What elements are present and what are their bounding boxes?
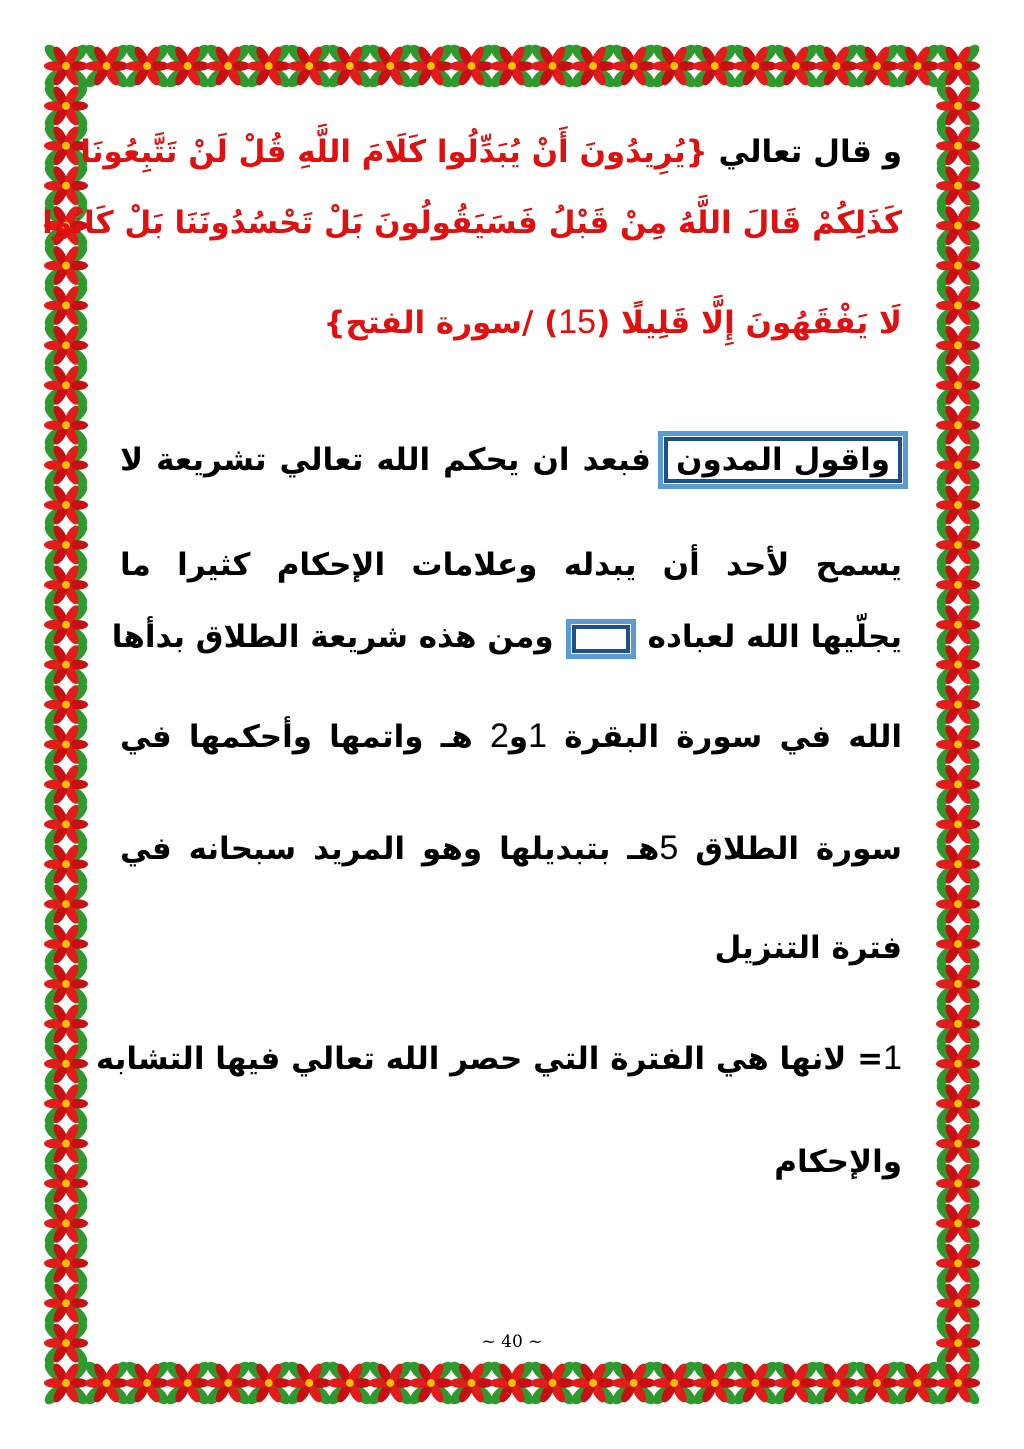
poinsettia-icon <box>447 1358 496 1407</box>
poinsettia-icon <box>41 1119 90 1168</box>
poinsettia-icon <box>41 600 90 649</box>
poinsettia-icon <box>41 361 90 410</box>
quran-verse-line-3 <box>120 302 902 343</box>
poinsettia-icon <box>933 1199 982 1248</box>
number-2: 2 <box>489 717 509 755</box>
poinsettia-icon <box>933 480 982 529</box>
poinsettia-icon <box>609 1358 658 1407</box>
poinsettia-icon <box>41 880 90 929</box>
number-1: 1 <box>528 717 548 755</box>
poinsettia-icon <box>933 600 982 649</box>
poinsettia-icon <box>812 1358 861 1407</box>
poinsettia-icon <box>41 720 90 769</box>
poinsettia-icon <box>933 800 982 849</box>
poinsettia-icon <box>41 1079 90 1128</box>
poinsettia-icon <box>41 680 90 729</box>
poinsettia-icon <box>41 760 90 809</box>
poinsettia-icon <box>487 1358 536 1407</box>
poinsettia-icon <box>41 1239 90 1288</box>
poinsettia-icon <box>285 41 334 90</box>
poinsettia-icon <box>41 1039 90 1088</box>
poinsettia-icon <box>933 1239 982 1288</box>
poinsettia-icon <box>82 1358 131 1407</box>
poinsettia-icon <box>933 1159 982 1208</box>
body-line-1 <box>120 437 902 483</box>
poinsettia-icon <box>41 520 90 569</box>
body-line-2: يسمح لأحد أن يبدله وعلامات الإحكام كثيرا ما <box>120 547 902 583</box>
poinsettia-icon <box>244 41 293 90</box>
author-boxed-label: واقول المدون <box>664 437 902 483</box>
poinsettia-icon <box>933 441 982 490</box>
poinsettia-icon <box>933 760 982 809</box>
poinsettia-icon <box>406 1358 455 1407</box>
poinsettia-icon <box>731 41 780 90</box>
poinsettia-icon <box>41 480 90 529</box>
poinsettia-icon <box>366 1358 415 1407</box>
number-5: 5 <box>659 829 679 867</box>
poinsettia-icon <box>285 1358 334 1407</box>
poinsettia-icon <box>204 41 253 90</box>
poinsettia-icon <box>41 959 90 1008</box>
poinsettia-icon <box>528 1358 577 1407</box>
body-line-4 <box>120 716 902 757</box>
poinsettia-icon <box>41 81 90 130</box>
poinsettia-icon <box>163 1358 212 1407</box>
poinsettia-icon <box>123 1358 172 1407</box>
body-line-5 <box>120 828 902 869</box>
poinsettia-icon <box>41 1159 90 1208</box>
poinsettia-icon <box>933 361 982 410</box>
poinsettia-icon <box>244 1358 293 1407</box>
poinsettia-icon <box>41 241 90 290</box>
body-text: = لانها هي الفترة التي حصر الله تعالي فيها التشابه <box>95 1041 884 1077</box>
poinsettia-icon <box>41 401 90 450</box>
poinsettia-icon <box>41 999 90 1048</box>
poinsettia-icon <box>933 161 982 210</box>
poinsettia-icon <box>204 1358 253 1407</box>
poinsettia-icon <box>325 1358 374 1407</box>
body-line-8: والإحكام <box>774 1144 902 1180</box>
poinsettia-icon <box>933 401 982 450</box>
poinsettia-icon <box>852 41 901 90</box>
poinsettia-icon <box>41 919 90 968</box>
body-text: هـ بتبديلها وهو المريد سبحانه في <box>120 831 660 867</box>
poinsettia-icon <box>41 281 90 330</box>
poinsettia-icon <box>933 241 982 290</box>
poinsettia-icon <box>933 680 982 729</box>
quran-verse-line-1 <box>80 132 902 172</box>
poinsettia-icon <box>41 560 90 609</box>
poinsettia-icon <box>933 959 982 1008</box>
poinsettia-icon <box>447 41 496 90</box>
poinsettia-icon <box>569 1358 618 1407</box>
poinsettia-icon <box>893 41 942 90</box>
poinsettia-icon <box>933 1358 982 1407</box>
poinsettia-icon <box>933 1079 982 1128</box>
body-text: هـ واتمها وأحكمها في <box>120 719 490 755</box>
poinsettia-icon <box>41 1279 90 1328</box>
poinsettia-icon <box>852 1358 901 1407</box>
poinsettia-icon <box>933 1039 982 1088</box>
poinsettia-icon <box>933 41 982 90</box>
poinsettia-icon <box>771 1358 820 1407</box>
poinsettia-icon <box>933 281 982 330</box>
poinsettia-icon <box>933 880 982 929</box>
poinsettia-icon <box>933 321 982 370</box>
poinsettia-icon <box>933 720 982 769</box>
body-text: الله في سورة البقرة <box>547 719 902 755</box>
poinsettia-icon <box>366 41 415 90</box>
page-number: ~ 40 ~ <box>481 1332 543 1352</box>
poinsettia-icon <box>933 1119 982 1168</box>
poinsettia-icon <box>731 1358 780 1407</box>
poinsettia-icon <box>41 640 90 689</box>
poinsettia-icon <box>933 201 982 250</box>
verse-text-end: لَا يَفْقَهُونَ إِلَّا قَلِيلًا ( <box>596 305 902 341</box>
poinsettia-icon <box>690 1358 739 1407</box>
poinsettia-icon <box>41 800 90 849</box>
poinsettia-icon <box>41 1358 90 1407</box>
body-text: يجلّيها الله لعباده <box>647 619 902 655</box>
poinsettia-icon <box>933 919 982 968</box>
poinsettia-icon <box>41 1199 90 1248</box>
poinsettia-icon <box>933 121 982 170</box>
poinsettia-icon <box>812 41 861 90</box>
poinsettia-icon <box>650 41 699 90</box>
body-line-7 <box>95 1038 902 1079</box>
poinsettia-icon <box>650 1358 699 1407</box>
poinsettia-icon <box>123 41 172 90</box>
verse-number: 15 <box>558 303 597 341</box>
poinsettia-icon <box>933 640 982 689</box>
poinsettia-icon <box>528 41 577 90</box>
poinsettia-icon <box>933 840 982 889</box>
poinsettia-icon <box>41 321 90 370</box>
poinsettia-icon <box>41 441 90 490</box>
body-text: فبعد ان يحكم الله تعالي تشريعة لا <box>120 442 664 478</box>
poinsettia-icon <box>933 81 982 130</box>
empty-box-marker <box>572 625 630 653</box>
body-text: ومن هذه شريعة الطلاق بدأها <box>111 619 554 655</box>
conjunction: و <box>508 719 529 755</box>
list-number: 1 <box>883 1039 902 1077</box>
poinsettia-icon <box>609 41 658 90</box>
poinsettia-icon <box>933 999 982 1048</box>
verse-text: {يُرِيدُونَ أَنْ يُبَدِّلُوا كَلَامَ اللَّهِ قُلْ لَنْ تَتَّبِعُونَا <box>80 134 708 170</box>
poinsettia-icon <box>82 41 131 90</box>
poinsettia-icon <box>690 41 739 90</box>
poinsettia-icon <box>41 41 90 90</box>
verse-intro: و قال تعالي <box>707 134 902 170</box>
poinsettia-icon <box>163 41 212 90</box>
surah-reference: ) /سورة الفتح} <box>323 305 559 341</box>
body-text: سورة الطلاق <box>678 831 902 867</box>
body-line-3 <box>111 617 902 657</box>
poinsettia-icon <box>325 41 374 90</box>
quran-verse-line-2: كَذَلِكُمْ قَالَ اللَّهُ مِنْ قَبْلُ فَسَيَقُولُونَ بَلْ تَحْسُدُونَنَا بَلْ كَانُوا <box>42 205 902 241</box>
poinsettia-icon <box>41 840 90 889</box>
poinsettia-icon <box>933 1279 982 1328</box>
poinsettia-icon <box>933 560 982 609</box>
poinsettia-icon <box>487 41 536 90</box>
poinsettia-icon <box>893 1358 942 1407</box>
body-line-6: فترة التنزيل <box>714 930 902 966</box>
poinsettia-icon <box>771 41 820 90</box>
poinsettia-icon <box>569 41 618 90</box>
poinsettia-icon <box>406 41 455 90</box>
poinsettia-icon <box>933 520 982 569</box>
